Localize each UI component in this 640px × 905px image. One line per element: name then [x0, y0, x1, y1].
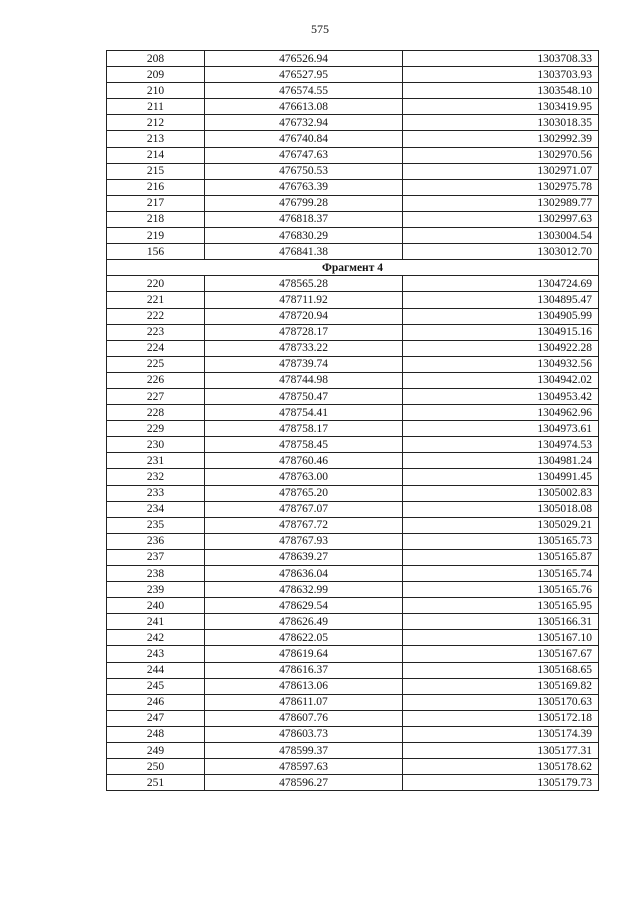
table-row	[107, 179, 599, 195]
x-coordinate-cell: 478739.74	[205, 356, 403, 372]
x-coordinate-cell: 478639.27	[205, 549, 403, 565]
section-header-row	[107, 260, 599, 276]
table-row	[107, 646, 599, 662]
rows-before-section	[107, 51, 599, 260]
y-coordinate-cell: 1305178.62	[403, 759, 599, 775]
x-coordinate-cell: 476740.84	[205, 131, 403, 147]
point-number-cell: 208	[107, 51, 205, 67]
section-header-group	[107, 260, 599, 276]
point-number-cell: 217	[107, 195, 205, 211]
x-coordinate-cell: 476526.94	[205, 51, 403, 67]
table-row	[107, 405, 599, 421]
y-coordinate-cell: 1305002.83	[403, 485, 599, 501]
table-row	[107, 630, 599, 646]
point-number-cell: 239	[107, 582, 205, 598]
table-row	[107, 469, 599, 485]
y-coordinate-cell: 1305179.73	[403, 775, 599, 791]
y-coordinate-cell: 1305172.18	[403, 710, 599, 726]
x-coordinate-cell: 476527.95	[205, 67, 403, 83]
point-number-cell: 248	[107, 726, 205, 742]
table-row	[107, 533, 599, 549]
point-number-cell: 225	[107, 356, 205, 372]
y-coordinate-cell: 1304922.28	[403, 340, 599, 356]
y-coordinate-cell: 1303708.33	[403, 51, 599, 67]
table-row	[107, 340, 599, 356]
point-number-cell: 221	[107, 292, 205, 308]
x-coordinate-cell: 476732.94	[205, 115, 403, 131]
table-row	[107, 292, 599, 308]
table-row	[107, 678, 599, 694]
point-number-cell: 212	[107, 115, 205, 131]
table-row	[107, 195, 599, 211]
table-row	[107, 228, 599, 244]
table-row	[107, 51, 599, 67]
table-row	[107, 276, 599, 292]
y-coordinate-cell: 1305167.10	[403, 630, 599, 646]
y-coordinate-cell: 1304932.56	[403, 356, 599, 372]
y-coordinate-cell: 1303018.35	[403, 115, 599, 131]
x-coordinate-cell: 478626.49	[205, 614, 403, 630]
x-coordinate-cell: 476830.29	[205, 228, 403, 244]
x-coordinate-cell: 476750.53	[205, 163, 403, 179]
point-number-cell: 231	[107, 453, 205, 469]
point-number-cell: 242	[107, 630, 205, 646]
y-coordinate-cell: 1305165.73	[403, 533, 599, 549]
point-number-cell: 227	[107, 388, 205, 404]
x-coordinate-cell: 478765.20	[205, 485, 403, 501]
point-number-cell: 249	[107, 743, 205, 759]
x-coordinate-cell: 478733.22	[205, 340, 403, 356]
y-coordinate-cell: 1303004.54	[403, 228, 599, 244]
y-coordinate-cell: 1303012.70	[403, 244, 599, 260]
table-row	[107, 775, 599, 791]
y-coordinate-cell: 1305165.76	[403, 582, 599, 598]
point-number-cell: 214	[107, 147, 205, 163]
point-number-cell: 210	[107, 83, 205, 99]
table-row	[107, 759, 599, 775]
point-number-cell: 241	[107, 614, 205, 630]
table-row	[107, 710, 599, 726]
point-number-cell: 250	[107, 759, 205, 775]
y-coordinate-cell: 1303548.10	[403, 83, 599, 99]
y-coordinate-cell: 1305165.87	[403, 549, 599, 565]
table-row	[107, 549, 599, 565]
x-coordinate-cell: 478758.45	[205, 437, 403, 453]
y-coordinate-cell: 1305018.08	[403, 501, 599, 517]
table-row	[107, 324, 599, 340]
table-row	[107, 115, 599, 131]
x-coordinate-cell: 478599.37	[205, 743, 403, 759]
table-row	[107, 356, 599, 372]
x-coordinate-cell: 478728.17	[205, 324, 403, 340]
y-coordinate-cell: 1304895.47	[403, 292, 599, 308]
x-coordinate-cell: 476747.63	[205, 147, 403, 163]
y-coordinate-cell: 1305174.39	[403, 726, 599, 742]
table-row	[107, 437, 599, 453]
y-coordinate-cell: 1304981.24	[403, 453, 599, 469]
table-row	[107, 388, 599, 404]
y-coordinate-cell: 1304942.02	[403, 372, 599, 388]
y-coordinate-cell: 1304962.96	[403, 405, 599, 421]
y-coordinate-cell: 1304905.99	[403, 308, 599, 324]
point-number-cell: 209	[107, 67, 205, 83]
y-coordinate-cell: 1302971.07	[403, 163, 599, 179]
x-coordinate-cell: 478767.07	[205, 501, 403, 517]
y-coordinate-cell: 1302975.78	[403, 179, 599, 195]
x-coordinate-cell: 478611.07	[205, 694, 403, 710]
x-coordinate-cell: 478750.47	[205, 388, 403, 404]
point-number-cell: 215	[107, 163, 205, 179]
x-coordinate-cell: 476799.28	[205, 195, 403, 211]
table-row	[107, 566, 599, 582]
x-coordinate-cell: 476613.08	[205, 99, 403, 115]
y-coordinate-cell: 1303419.95	[403, 99, 599, 115]
y-coordinate-cell: 1302997.63	[403, 211, 599, 227]
point-number-cell: 237	[107, 549, 205, 565]
point-number-cell: 216	[107, 179, 205, 195]
coordinates-table	[106, 50, 599, 791]
table-row	[107, 147, 599, 163]
point-number-cell: 238	[107, 566, 205, 582]
point-number-cell: 219	[107, 228, 205, 244]
x-coordinate-cell: 478720.94	[205, 308, 403, 324]
y-coordinate-cell: 1305167.67	[403, 646, 599, 662]
point-number-cell: 213	[107, 131, 205, 147]
x-coordinate-cell: 478597.63	[205, 759, 403, 775]
table-row	[107, 614, 599, 630]
y-coordinate-cell: 1305169.82	[403, 678, 599, 694]
point-number-cell: 211	[107, 99, 205, 115]
point-number-cell: 222	[107, 308, 205, 324]
table-row	[107, 67, 599, 83]
y-coordinate-cell: 1304915.16	[403, 324, 599, 340]
point-number-cell: 251	[107, 775, 205, 791]
point-number-cell: 235	[107, 517, 205, 533]
x-coordinate-cell: 476841.38	[205, 244, 403, 260]
table-row	[107, 694, 599, 710]
table-row	[107, 211, 599, 227]
x-coordinate-cell: 476574.55	[205, 83, 403, 99]
point-number-cell: 234	[107, 501, 205, 517]
y-coordinate-cell: 1304974.53	[403, 437, 599, 453]
y-coordinate-cell: 1305168.65	[403, 662, 599, 678]
x-coordinate-cell: 478619.64	[205, 646, 403, 662]
table-row	[107, 244, 599, 260]
x-coordinate-cell: 476818.37	[205, 211, 403, 227]
x-coordinate-cell: 478754.41	[205, 405, 403, 421]
table-row	[107, 598, 599, 614]
x-coordinate-cell: 478565.28	[205, 276, 403, 292]
table-row	[107, 726, 599, 742]
table-row	[107, 517, 599, 533]
x-coordinate-cell: 476763.39	[205, 179, 403, 195]
y-coordinate-cell: 1304973.61	[403, 421, 599, 437]
table-row	[107, 582, 599, 598]
x-coordinate-cell: 478616.37	[205, 662, 403, 678]
x-coordinate-cell: 478632.99	[205, 582, 403, 598]
point-number-cell: 224	[107, 340, 205, 356]
table-row	[107, 83, 599, 99]
y-coordinate-cell: 1305170.63	[403, 694, 599, 710]
y-coordinate-cell: 1303703.93	[403, 67, 599, 83]
y-coordinate-cell: 1304953.42	[403, 388, 599, 404]
table-row	[107, 99, 599, 115]
x-coordinate-cell: 478596.27	[205, 775, 403, 791]
table-row	[107, 453, 599, 469]
x-coordinate-cell: 478607.76	[205, 710, 403, 726]
point-number-cell: 226	[107, 372, 205, 388]
x-coordinate-cell: 478603.73	[205, 726, 403, 742]
table-row	[107, 485, 599, 501]
table-row	[107, 163, 599, 179]
y-coordinate-cell: 1304724.69	[403, 276, 599, 292]
point-number-cell: 240	[107, 598, 205, 614]
table-row	[107, 743, 599, 759]
x-coordinate-cell: 478629.54	[205, 598, 403, 614]
y-coordinate-cell: 1304991.45	[403, 469, 599, 485]
table-row	[107, 372, 599, 388]
point-number-cell: 243	[107, 646, 205, 662]
x-coordinate-cell: 478636.04	[205, 566, 403, 582]
x-coordinate-cell: 478711.92	[205, 292, 403, 308]
y-coordinate-cell: 1302992.39	[403, 131, 599, 147]
x-coordinate-cell: 478767.72	[205, 517, 403, 533]
y-coordinate-cell: 1305165.95	[403, 598, 599, 614]
point-number-cell: 247	[107, 710, 205, 726]
point-number-cell: 233	[107, 485, 205, 501]
x-coordinate-cell: 478622.05	[205, 630, 403, 646]
y-coordinate-cell: 1305166.31	[403, 614, 599, 630]
y-coordinate-cell: 1302989.77	[403, 195, 599, 211]
point-number-cell: 245	[107, 678, 205, 694]
x-coordinate-cell: 478767.93	[205, 533, 403, 549]
y-coordinate-cell: 1305029.21	[403, 517, 599, 533]
x-coordinate-cell: 478760.46	[205, 453, 403, 469]
x-coordinate-cell: 478613.06	[205, 678, 403, 694]
section-title: Фрагмент 4	[107, 260, 599, 276]
y-coordinate-cell: 1302970.56	[403, 147, 599, 163]
table-row	[107, 421, 599, 437]
x-coordinate-cell: 478758.17	[205, 421, 403, 437]
point-number-cell: 220	[107, 276, 205, 292]
point-number-cell: 230	[107, 437, 205, 453]
rows-after-section	[107, 276, 599, 791]
point-number-cell: 236	[107, 533, 205, 549]
point-number-cell: 244	[107, 662, 205, 678]
point-number-cell: 232	[107, 469, 205, 485]
point-number-cell: 229	[107, 421, 205, 437]
point-number-cell: 156	[107, 244, 205, 260]
point-number-cell: 218	[107, 211, 205, 227]
table-row	[107, 501, 599, 517]
point-number-cell: 228	[107, 405, 205, 421]
table-row	[107, 662, 599, 678]
page-number: 575	[311, 22, 329, 36]
table-row	[107, 131, 599, 147]
y-coordinate-cell: 1305177.31	[403, 743, 599, 759]
y-coordinate-cell: 1305165.74	[403, 566, 599, 582]
point-number-cell: 246	[107, 694, 205, 710]
point-number-cell: 223	[107, 324, 205, 340]
x-coordinate-cell: 478763.00	[205, 469, 403, 485]
x-coordinate-cell: 478744.98	[205, 372, 403, 388]
table-row	[107, 308, 599, 324]
